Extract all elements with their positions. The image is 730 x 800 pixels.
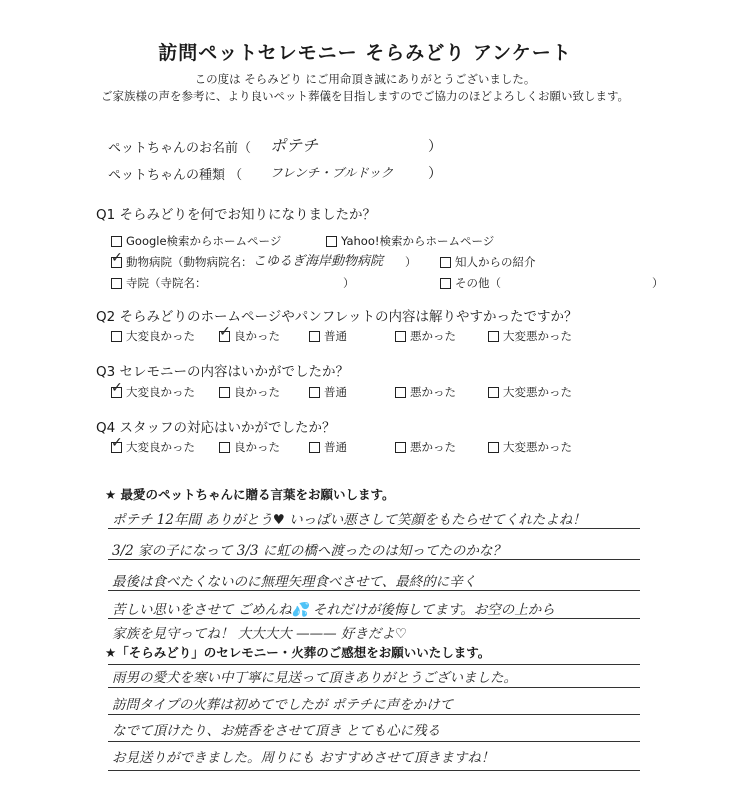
q2-option-1[interactable] — [219, 328, 280, 344]
q1-other-label: その他（ — [455, 276, 501, 290]
q4-label-3: 悪かった — [410, 440, 456, 454]
pet-type-label: ペットちゃんの種類 （ — [108, 168, 243, 183]
q2-label-0: 大変良かった — [126, 329, 195, 343]
q1-option-temple[interactable] — [111, 275, 207, 291]
q1-option-friend[interactable] — [440, 254, 536, 270]
q4-label-4: 大変悪かった — [503, 440, 572, 454]
q2-option-3[interactable] — [395, 328, 456, 344]
impression-heading: ★「そらみどり」のセレモニー・火葬のご感想をお願いいたします。 — [105, 645, 491, 660]
q4-question: Q4 スタッフの対応はいかがでしたか？ — [96, 420, 336, 436]
q2-label-4: 大変悪かった — [503, 329, 572, 343]
page-title: 訪問ペットセレモニー そらみどり アンケート — [158, 42, 572, 64]
q3-checkbox-4[interactable] — [488, 387, 499, 398]
impression-rule-3 — [108, 741, 640, 742]
q2-checkbox-1[interactable] — [219, 331, 230, 342]
q4-checkbox-0[interactable] — [111, 442, 122, 453]
q4-label-2: 普通 — [324, 440, 347, 454]
intro-line-1: この度は そらみどり にご用命頂き誠にありがとうございました。 — [194, 72, 536, 86]
q3-label-1: 良かった — [234, 385, 280, 399]
message-line-1[interactable]: ポテチ 12年間 ありがとう♥ いっぱい悪さして笑顔をもたらせてくれたよね！ — [112, 512, 586, 528]
q4-option-3[interactable] — [395, 439, 456, 455]
q1-friend-label: 知人からの紹介 — [455, 255, 536, 269]
q3-option-0[interactable] — [111, 384, 195, 400]
q3-option-4[interactable] — [488, 384, 572, 400]
impression-line-4[interactable]: お見送りができました。周りにも おすすめさせて頂きますね！ — [112, 750, 495, 766]
q2-label-3: 悪かった — [410, 329, 456, 343]
q2-checkbox-4[interactable] — [488, 331, 499, 342]
q3-checkbox-3[interactable] — [395, 387, 406, 398]
q2-label-2: 普通 — [324, 329, 347, 343]
q2-option-2[interactable] — [309, 328, 347, 344]
q1-yahoo-checkbox[interactable] — [326, 236, 337, 247]
q4-option-0[interactable] — [111, 439, 195, 455]
message-heading: ★ 最愛のペットちゃんに贈る言葉をお願いします。 — [105, 487, 395, 502]
q2-question: Q2 そらみどりのホームページやパンフレットの内容は解りやすかったですか？ — [96, 309, 578, 325]
q3-label-0: 大変良かった — [126, 385, 195, 399]
q3-checkbox-2[interactable] — [309, 387, 320, 398]
q1-option-other[interactable] — [440, 275, 501, 291]
q1-option-google[interactable] — [111, 233, 281, 249]
q4-label-1: 良かった — [234, 440, 280, 454]
message-line-3[interactable]: 最後は食べたくないのに無理矢理食べさせて、最終的に辛く — [112, 574, 477, 590]
intro-line-2: ご家族様の声を参考に、より良いペット葬儀を目指しますのでご協力のほどよろしくお願い致します。 — [100, 89, 630, 103]
message-line-5[interactable]: 家族を見守ってね！ 大大大大 ——— 好きだよ♡ — [112, 626, 407, 642]
q1-hospital-label: 動物病院（動物病院名： — [126, 255, 253, 269]
pet-type-value[interactable]: フレンチ・ブルドック — [270, 165, 394, 180]
pet-name-label: ペットちゃんのお名前（ — [108, 141, 252, 156]
q1-hospital-close: ） — [405, 255, 417, 269]
message-line-2[interactable]: 3/2 家の子になって 3/3 に虹の橋へ渡ったのは知ってたのかな？ — [112, 543, 506, 559]
impression-line-3[interactable]: なでて頂けたり、お焼香をさせて頂き とても心に残る — [112, 723, 441, 739]
q1-temple-checkbox[interactable] — [111, 278, 122, 289]
q3-checkbox-1[interactable] — [219, 387, 230, 398]
q1-hospital-checkbox[interactable] — [111, 257, 122, 268]
q3-label-3: 悪かった — [410, 385, 456, 399]
message-line-4[interactable]: 苦しい思いをさせて ごめんね💦 それだけが後悔してます。お空の上から — [112, 602, 555, 618]
pet-type-close: ） — [428, 166, 442, 182]
q1-other-close: ） — [652, 276, 664, 290]
pet-name-value[interactable]: ポテチ — [270, 136, 319, 155]
q3-label-4: 大変悪かった — [503, 385, 572, 399]
q3-question: Q3 セレモニーの内容はいかがでしたか？ — [96, 364, 350, 380]
q2-label-1: 良かった — [234, 329, 280, 343]
impression-rule-0 — [108, 664, 640, 665]
q2-checkbox-2[interactable] — [309, 331, 320, 342]
q2-checkbox-0[interactable] — [111, 331, 122, 342]
impression-rule-1 — [108, 687, 640, 688]
impression-line-2[interactable]: 訪問タイプの火葬は初めてでしたが ポテチに声をかけて — [112, 697, 454, 713]
impression-rule-2 — [108, 714, 640, 715]
q4-checkbox-4[interactable] — [488, 442, 499, 453]
q4-checkbox-2[interactable] — [309, 442, 320, 453]
q4-option-2[interactable] — [309, 439, 347, 455]
q1-temple-label: 寺院（寺院名： — [126, 276, 207, 290]
q1-google-label: Google検索からホームページ — [126, 234, 282, 248]
q2-checkbox-3[interactable] — [395, 331, 406, 342]
q1-option-yahoo[interactable] — [326, 233, 494, 249]
q3-option-3[interactable] — [395, 384, 456, 400]
message-rule-1 — [108, 528, 640, 529]
q3-option-1[interactable] — [219, 384, 280, 400]
impression-line-1[interactable]: 雨男の愛犬を寒い中丁寧に見送って頂きありがとうございました。 — [112, 670, 517, 686]
q4-checkbox-3[interactable] — [395, 442, 406, 453]
q4-option-1[interactable] — [219, 439, 280, 455]
message-rule-4 — [108, 618, 640, 619]
impression-rule-4 — [108, 770, 640, 771]
q3-checkbox-0[interactable] — [111, 387, 122, 398]
q3-option-2[interactable] — [309, 384, 347, 400]
pet-name-close: ） — [428, 139, 442, 155]
q1-friend-checkbox[interactable] — [440, 257, 451, 268]
q1-google-checkbox[interactable] — [111, 236, 122, 247]
q1-question: Q1 そらみどりを何でお知りになりましたか？ — [96, 207, 377, 223]
q1-other-checkbox[interactable] — [440, 278, 451, 289]
q1-yahoo-label: Yahoo!検索からホームページ — [341, 234, 495, 248]
q3-label-2: 普通 — [324, 385, 347, 399]
message-rule-3 — [108, 590, 640, 591]
q1-temple-close: ） — [343, 276, 355, 290]
message-rule-2 — [108, 559, 640, 560]
q2-option-0[interactable] — [111, 328, 195, 344]
q1-hospital-value[interactable]: こゆるぎ海岸動物病院 — [253, 254, 384, 269]
q4-label-0: 大変良かった — [126, 440, 195, 454]
q4-option-4[interactable] — [488, 439, 572, 455]
q2-option-4[interactable] — [488, 328, 572, 344]
q4-checkbox-1[interactable] — [219, 442, 230, 453]
q1-option-hospital[interactable] — [111, 254, 253, 270]
